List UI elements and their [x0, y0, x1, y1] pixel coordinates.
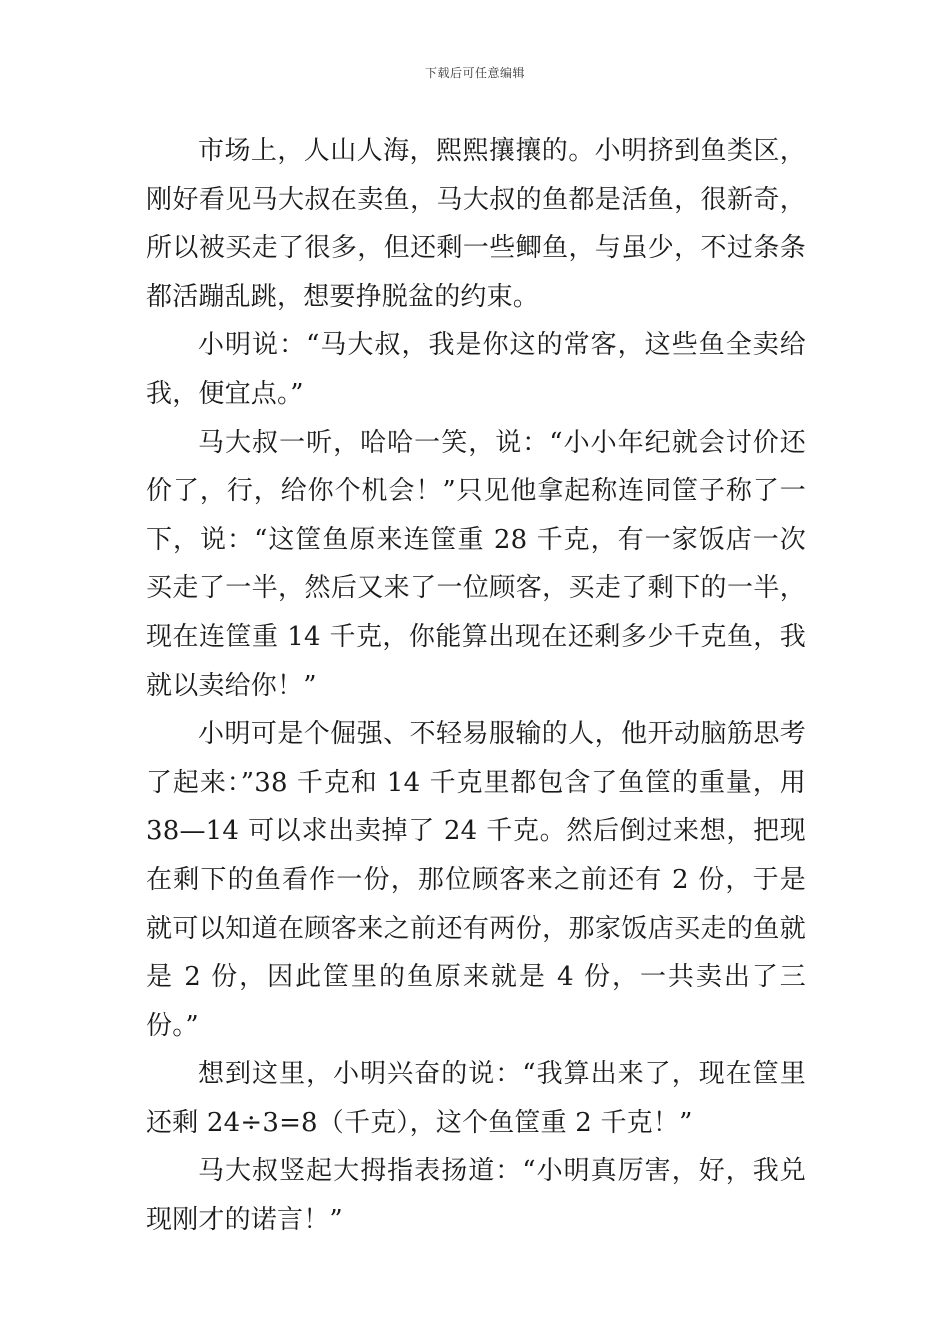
page-header: 下载后可任意编辑: [424, 66, 525, 80]
paragraph-xiaoming-request: 小明说：“马大叔，我是你这的常客，这些鱼全卖给我，便宜点。”: [146, 330, 806, 409]
paragraph-uncle-ma-challenge: 马大叔一听，哈哈一笑，说：“小小年纪就会讨价还价了，行，给你个机会！”只见他拿起称连同筐子称了一下，说：“这筐鱼原来连筐重 28 千克，有一家饭店一次买走了一半，然后又来了一位顾客，买走了剩下的一半，现在连筐重 14 千克，你能算出现在还剩多少千克鱼，我就以卖给你！”: [146, 427, 806, 701]
paragraph-xiaoming-answer: 想到这里，小明兴奋的说：“我算出来了，现在筐里还剩 24÷3=8（千克），这个鱼筐重 2 千克！”: [146, 1059, 806, 1138]
story-body: [146, 127, 806, 1245]
paragraph-market: 市场上，人山人海，熙熙攘攘的。小明挤到鱼类区，刚好看见马大叔在卖鱼，马大叔的鱼都是活鱼，很新奇，所以被买走了很多，但还剩一些鲫鱼，与虽少，不过条条都活蹦乱跳，想要挣脱盆的约束。: [146, 136, 806, 312]
paragraph-xiaoming-thinking: 小明可是个倔强、不轻易服输的人，他开动脑筋思考了起来：”38 千克和 14 千克里都包含了鱼筐的重量，用 38—14 可以求出卖掉了 24 千克。然后倒过来想，把现在剩下的鱼看作一份，那位顾客来之前还有 2 份，于是就可以知道在顾客来之前还有两份，那家饭店买走的鱼就是 2 份，因此筐里的鱼原来就是 4 份，一共卖出了三份。”: [146, 719, 806, 1041]
paragraph-uncle-ma-praise: 马大叔竖起大拇指表扬道：“小明真厉害，好，我兑现刚才的诺言！”: [146, 1156, 806, 1236]
